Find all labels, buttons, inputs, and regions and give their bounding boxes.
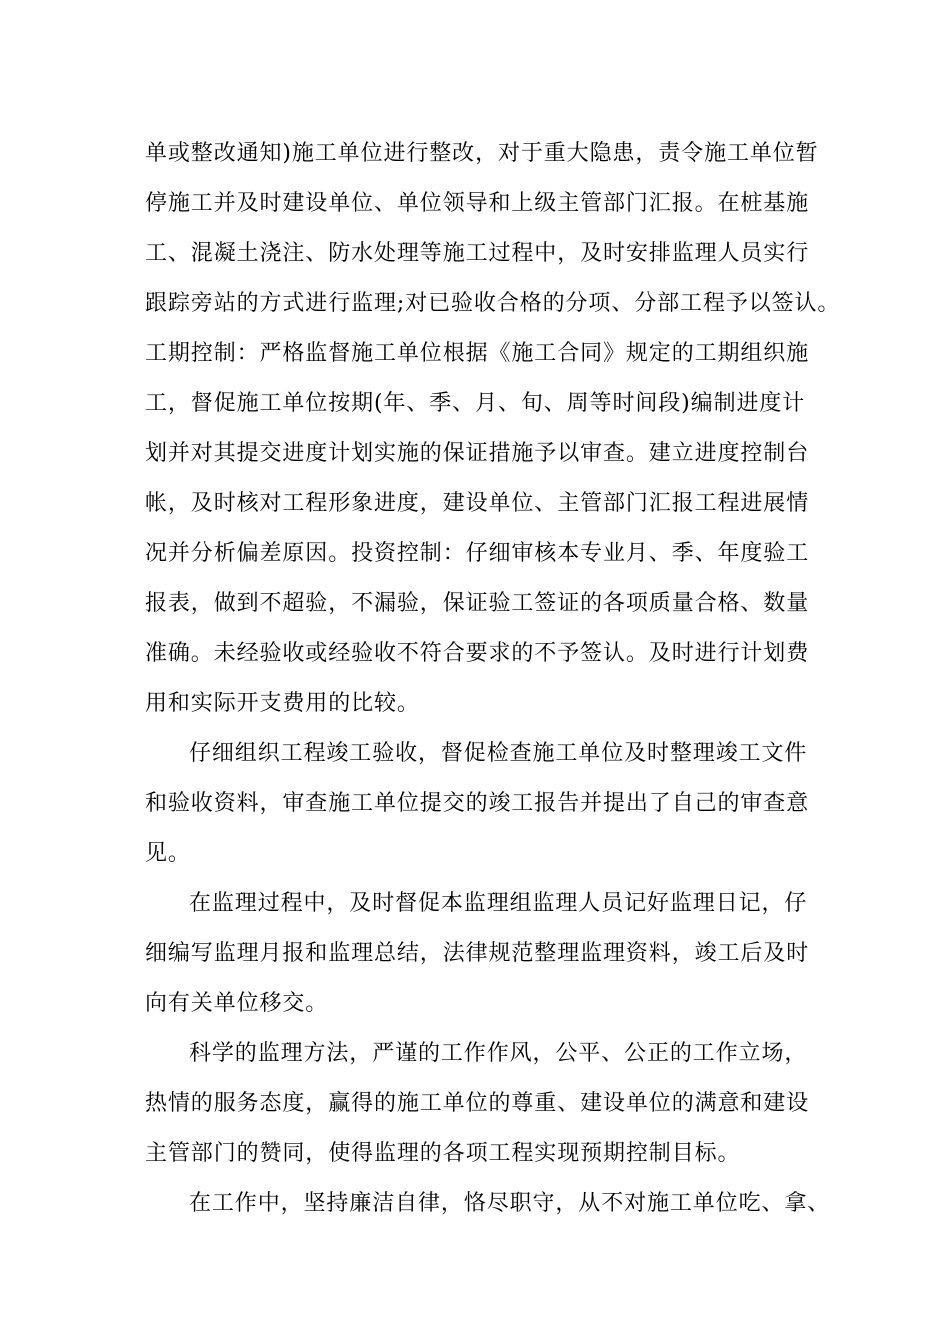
text-line: 向有关单位移交。 [145,991,329,1016]
text-line: 细编写监理月报和监理总结，法律规范整理监理资料，竣工后及时 [145,941,810,966]
text-line: 报表，做到不超验，不漏验，保证验工签证的各项质量合格、数量 [145,591,810,616]
text-line: 况并分析偏差原因。投资控制：仔细审核本专业月、季、年度验工 [145,541,810,566]
text-line: 工期控制：严格监督施工单位根据《施工合同》规定的工期组织施 [145,341,810,366]
text-line: 划并对其提交进度计划实施的保证措施予以审查。建立进度控制台 [145,441,810,466]
text-line: 帐，及时核对工程形象进度，建设单位、主管部门汇报工程进展情 [145,491,810,516]
text-line: 准确。未经验收或经验收不符合要求的不予签认。及时进行计划费 [145,641,810,666]
text-line: 见。 [145,841,191,866]
paragraph-first-line: 仔细组织工程竣工验收，督促检查施工单位及时整理竣工文件 [189,741,808,766]
text-line: 单或整改通知)施工单位进行整改，对于重大隐患，责令施工单位暂 [145,141,819,166]
paragraph-first-line: 在工作中，坚持廉洁自律，恪尽职守，从不对施工单位吃、拿、 [189,1191,831,1216]
text-line: 热情的服务态度，赢得的施工单位的尊重、建设单位的满意和建设 [145,1091,810,1116]
text-line: 跟踪旁站的方式进行监理;对已验收合格的分项、分部工程予以签认。 [145,291,841,316]
text-line: 停施工并及时建设单位、单位领导和上级主管部门汇报。在桩基施 [145,191,810,216]
paragraph-first-line: 在监理过程中，及时督促本监理组监理人员记好监理日记，仔 [189,891,808,916]
text-line: 主管部门的赞同，使得监理的各项工程实现预期控制目标。 [145,1141,741,1166]
text-line: 用和实际开支费用的比较。 [145,691,420,716]
text-line: 和验收资料，审查施工单位提交的竣工报告并提出了自己的审查意 [145,791,810,816]
text-line: 工、混凝土浇注、防水处理等施工过程中，及时安排监理人员实行 [145,241,810,266]
text-line: 工，督促施工单位按期(年、季、月、旬、周等时间段)编制进度计 [145,391,806,416]
paragraph-first-line: 科学的监理方法，严谨的工作作风，公平、公正的工作立场， [189,1041,808,1066]
